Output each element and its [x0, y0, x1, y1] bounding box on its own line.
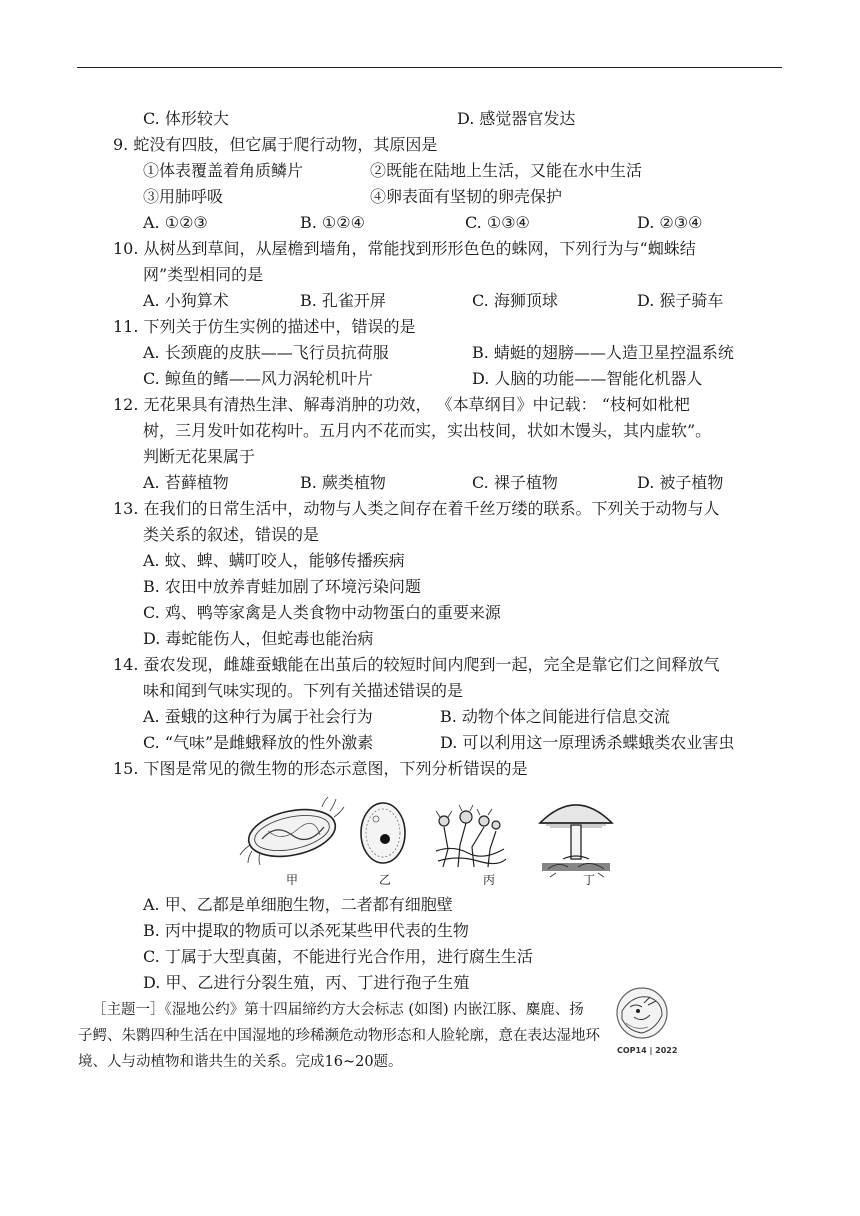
figure-label-ding: 丁 [583, 873, 596, 887]
q15-option-c: C. 丁属于大型真菌，不能进行光合作用，进行腐生生活 [143, 947, 533, 966]
q13-option-c: C. 鸡、鸭等家禽是人类食物中动物蛋白的重要来源 [143, 603, 501, 622]
figure-label-jia: 甲 [286, 873, 299, 887]
theme-line2: 子鳄、朱鹮四种生活在中国湿地的珍稀濒危动物形态和人脸轮廓，意在表达湿地环 [78, 1028, 600, 1044]
q14-stem-line2: 味和闻到气味实现的。下列有关描述错误的是 [143, 681, 464, 700]
q9-option-d: D. ②③④ [637, 213, 703, 232]
q8-option-d: D. 感觉器官发达 [457, 109, 576, 128]
q14-option-d: D. 可以利用这一原理诱杀蝶蛾类农业害虫 [440, 733, 735, 752]
q14-option-b: B. 动物个体之间能进行信息交流 [440, 707, 670, 726]
theme-line3: 境、人与动植物和谐共生的关系。完成16~20题。 [78, 1054, 403, 1070]
cop14-logo [604, 985, 686, 1053]
mushroom-illustration [540, 805, 612, 877]
q12-stem-line1: 12. 无花果具有清热生津、解毒消肿的功效， 《本草纲目》中记载： “枝柯如枇杷 [113, 395, 690, 414]
q9-option-c: C. ①③④ [465, 213, 530, 232]
bacterium-illustration [240, 797, 344, 865]
q10-option-d: D. 猴子骑车 [637, 291, 724, 310]
q9-stem: 9. 蛇没有四肢，但它属于爬行动物，其原因是 [113, 135, 438, 154]
q12-option-b: B. 蕨类植物 [300, 473, 386, 492]
q10-stem-line2: 网”类型相同的是 [143, 265, 264, 284]
q9-item-4: ④卵表面有坚韧的卵壳保护 [370, 187, 563, 206]
q11-option-a: A. 长颈鹿的皮肤——飞行员抗荷服 [143, 343, 389, 362]
q12-option-d: D. 被子植物 [637, 473, 724, 492]
q15-stem: 15. 下图是常见的微生物的形态示意图，下列分析错误的是 [113, 759, 528, 778]
q13-stem-line2: 类关系的叙述，错误的是 [143, 525, 320, 544]
q13-option-b: B. 农田中放养青蛙加剧了环境污染问题 [143, 577, 421, 596]
q12-stem-line3: 判断无花果属于 [143, 447, 256, 466]
figure-label-yi: 乙 [379, 873, 392, 887]
q9-item-1: ①体表覆盖着角质鳞片 [143, 161, 304, 180]
q8-option-c: C. 体形较大 [143, 109, 229, 128]
figure-label-bing: 丙 [483, 873, 496, 887]
q12-option-a: A. 苔藓植物 [143, 473, 229, 492]
q15-option-b: B. 丙中提取的物质可以杀死某些甲代表的生物 [143, 921, 469, 940]
q10-stem-line1: 10. 从树丛到草间，从屋檐到墙角，常能找到形形色色的蛛网，下列行为与“蜘蛛结 [113, 239, 696, 258]
yeast-illustration [361, 803, 405, 863]
q10-option-c: C. 海狮顶球 [472, 291, 558, 310]
q12-stem-line2: 树，三月发叶如花构叶。五月内不花而实，实出枝间，状如木馒头，其内虚软”。 [143, 421, 712, 440]
q13-option-d: D. 毒蛇能伤人，但蛇毒也能治病 [143, 629, 374, 648]
q9-item-2: ②既能在陆地上生活，又能在水中生活 [370, 161, 643, 180]
q9-item-3: ③用肺呼吸 [143, 187, 224, 206]
q14-option-a: A. 蚕蛾的这种行为属于社会行为 [143, 707, 373, 726]
q15-option-a: A. 甲、乙都是单细胞生物，二者都有细胞壁 [143, 895, 453, 914]
q11-option-b: B. 蜻蜓的翅膀——人造卫星控温系统 [472, 343, 734, 362]
q9-option-b: B. ①②④ [300, 213, 365, 232]
header-rule [77, 67, 782, 68]
q15-option-d: D. 甲、乙进行分裂生殖，丙、丁进行孢子生殖 [143, 973, 470, 992]
theme-line1: ［主题一］《湿地公约》第十四届缔约方大会标志 (如图) 内嵌江豚、麋鹿、扬 [92, 1002, 584, 1018]
q10-option-a: A. 小狗算术 [143, 291, 229, 310]
cop14-logo-text: COP14 | 2022 [617, 1046, 678, 1055]
q14-stem-line1: 14. 蚕农发现，雌雄蚕蛾能在出茧后的较短时间内爬到一起，完全是靠它们之间释放气 [113, 655, 720, 674]
mold-illustration [436, 805, 506, 867]
q13-option-a: A. 蚊、蜱、螨叮咬人，能够传播疾病 [143, 551, 405, 570]
q9-option-a: A. ①②③ [143, 213, 208, 232]
q11-option-d: D. 人脑的功能——智能化机器人 [472, 369, 703, 388]
microorganism-figure [238, 787, 618, 882]
q10-option-b: B. 孔雀开屏 [300, 291, 386, 310]
q14-option-c: C. “气味”是雌蛾释放的性外激素 [143, 733, 374, 752]
q11-stem: 11. 下列关于仿生实例的描述中，错误的是 [113, 317, 416, 336]
q12-option-c: C. 裸子植物 [472, 473, 558, 492]
q11-option-c: C. 鲸鱼的鳍——风力涡轮机叶片 [143, 369, 373, 388]
q13-stem-line1: 13. 在我们的日常生活中，动物与人类之间存在着千丝万缕的联系。下列关于动物与人 [113, 499, 720, 518]
